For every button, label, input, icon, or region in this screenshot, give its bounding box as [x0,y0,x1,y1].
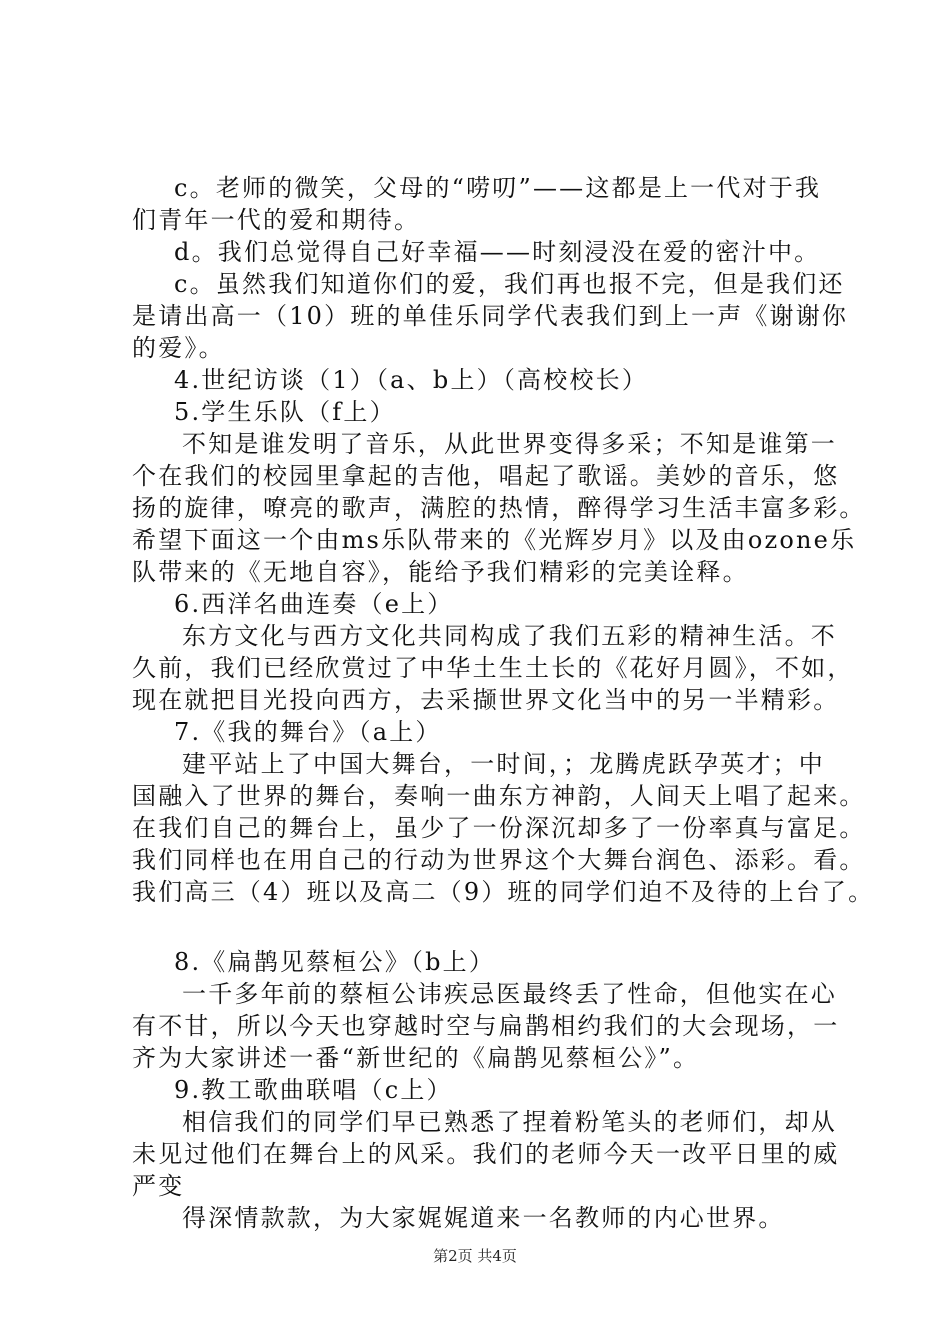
text-line: 是请出高一（10）班的单佳乐同学代表我们到上一声《谢谢你 [132,302,849,330]
text-line: 国融入了世界的舞台，奏响一曲东方神韵，人间天上唱了起来。 [132,782,866,810]
text-line: 队带来的《无地自容》，能给予我们精彩的完美诠释。 [132,558,749,586]
text-line: 未见过他们在舞台上的风采。我们的老师今天一改平日里的威 [132,1140,840,1168]
page-footer: 第2页 共4页 [433,1247,517,1265]
text-line: 得深情款款，为大家娓娓道来一名教师的内心世界。 [182,1204,785,1232]
text-line: c。虽然我们知道你们的爱，我们再也报不完，但是我们还 [174,270,845,298]
text-line: 扬的旋律，嘹亮的歌声，满腔的热情，醉得学习生活丰富多彩。 [132,494,866,522]
text-line: 有不甘，所以今天也穿越时空与扁鹊相约我们的大会现场，一 [132,1012,840,1040]
text-line: 一千多年前的蔡桓公讳疾忌医最终丢了性命，但他实在心 [182,980,837,1008]
text-line: 5.学生乐队（f上） [174,398,396,426]
text-line: 8.《扁鹊见蔡桓公》（b上） [174,948,496,976]
text-line: 4.世纪访谈（1）（a、b上）（高校校长） [174,366,649,394]
text-line: 我们同样也在用自己的行动为世界这个大舞台润色、添彩。看。 [132,846,866,874]
text-line: 建平站上了中国大舞台，一时间，；龙腾虎跃孕英才；中 [182,750,825,778]
text-line: 的爱》。 [132,334,225,362]
text-line: d。我们总觉得自己好幸福——时刻浸没在爱的密汁中。 [174,238,821,266]
document-body [132,172,875,1234]
text-line: 9.教工歌曲联唱（c上） [174,1076,453,1104]
text-line: 们青年一代的爱和期待。 [132,206,421,234]
text-line: 东方文化与西方文化共同构成了我们五彩的精神生活。不 [182,622,837,650]
text-line: 在我们自己的舞台上，虽少了一份深沉却多了一份率真与富足。 [132,814,866,842]
text-line: 6.西洋名曲连奏（e上） [174,590,454,618]
text-line: 相信我们的同学们早已熟悉了捏着粉笔头的老师们，却从 [182,1108,837,1136]
text-line: 齐为大家讲述一番“新世纪的《扁鹊见蔡桓公》”。 [132,1044,700,1072]
text-line: 现在就把目光投向西方，去采撷世界文化当中的另一半精彩。 [132,686,840,714]
text-line: 严变 [132,1172,185,1200]
text-line: c。老师的微笑，父母的“唠叨”——这都是上一代对于我 [174,174,822,202]
text-line: 久前，我们已经欣赏过了中华土生土长的《花好月圆》，不如， [132,654,854,682]
text-line: 不知是谁发明了音乐，从此世界变得多采；不知是谁第一 [182,430,837,458]
text-line: 希望下面这一个由ms乐队带来的《光辉岁月》以及由ozone乐 [132,526,857,554]
text-line: 个在我们的校园里拿起的吉他，唱起了歌谣。美妙的音乐，悠 [132,462,840,490]
text-line: 我们高三（4）班以及高二（9）班的同学们迫不及待的上台了。 [132,878,875,906]
blank-line [132,908,832,946]
text-line: 7.《我的舞台》（a上） [174,718,442,746]
